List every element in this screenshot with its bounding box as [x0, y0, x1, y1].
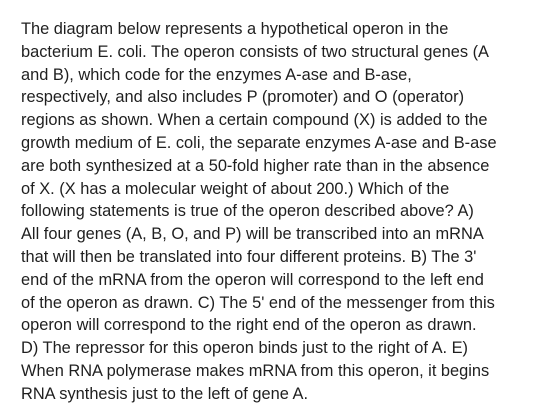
question-line: following statements is true of the operon described above? A) — [21, 202, 474, 221]
question-line: end of the mRNA from the operon will correspond to the left end — [21, 270, 484, 289]
question-line: of X. (X has a molecular weight of about 200.) Which of the — [21, 179, 450, 198]
question-line: growth medium of E. coli, the separate enzymes A-ase and B-ase — [21, 133, 497, 152]
question-line: and B), which code for the enzymes A-ase and B-ase, — [21, 65, 412, 84]
question-line: respectively, and also includes P (promoter) and O (operator) — [21, 88, 465, 107]
question-line: When RNA polymerase makes mRNA from this operon, it begins — [21, 361, 490, 380]
question-line: are both synthesized at a 50-fold higher rate than in the absence — [21, 156, 490, 175]
question-line: operon will correspond to the right end of the operon as drawn. — [21, 316, 477, 335]
question-line: regions as shown. When a certain compound (X) is added to the — [21, 111, 488, 130]
question-line: bacterium E. coli. The operon consists of two structural genes (A — [21, 42, 489, 61]
question-line: that will then be translated into four different proteins. B) The 3' — [21, 247, 477, 266]
question-line: of the operon as drawn. C) The 5' end of the messenger from this — [21, 293, 495, 312]
question-line: D) The repressor for this operon binds just to the right of A. E) — [21, 339, 469, 358]
question-line: The diagram below represents a hypothetical operon in the — [21, 20, 449, 38]
question-line: RNA synthesis just to the left of gene A. — [21, 384, 308, 403]
question-line: All four genes (A, B, O, and P) will be transcribed into an mRNA — [21, 225, 484, 244]
question-text — [21, 18, 541, 406]
